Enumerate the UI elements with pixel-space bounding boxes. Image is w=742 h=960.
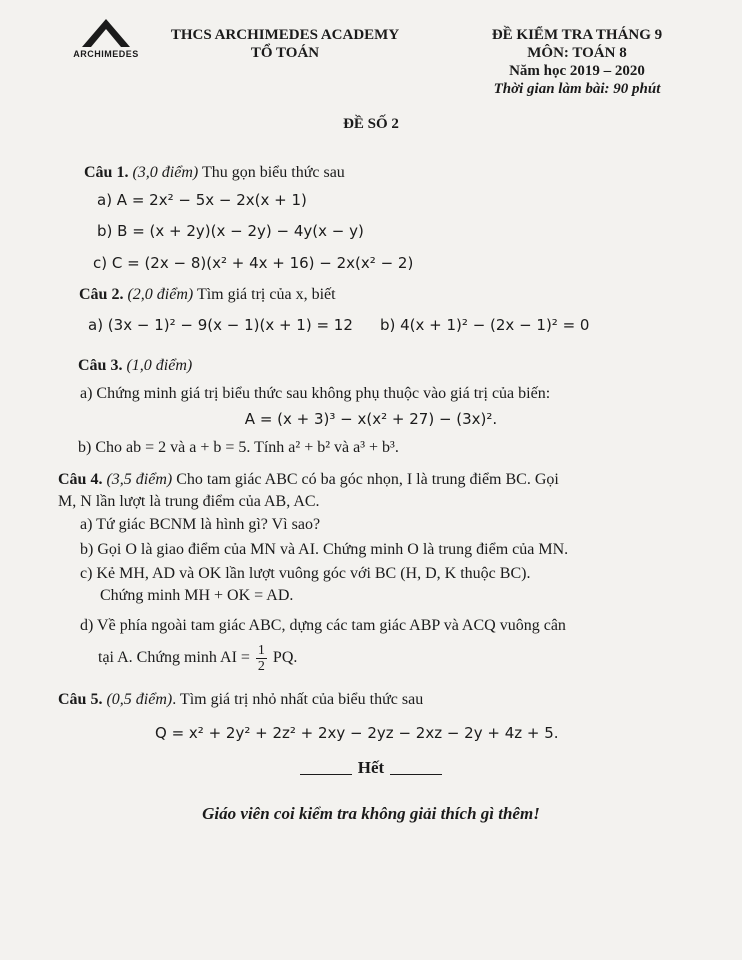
q4-d-1: d) Về phía ngoài tam giác ABC, dựng các tam giác ABP và ACQ vuông cân bbox=[80, 617, 566, 634]
q3-label: Câu 3. bbox=[78, 357, 123, 374]
fraction-denominator: 2 bbox=[257, 658, 265, 674]
q5-heading bbox=[58, 690, 423, 710]
fraction-numerator: 1 bbox=[257, 642, 265, 658]
q4-prompt-2: M, N lần lượt là trung điểm của AB, AC. bbox=[58, 493, 320, 510]
end-marker bbox=[0, 758, 742, 778]
school-year: Năm học 2019 – 2020 bbox=[509, 63, 645, 79]
duration: Thời gian làm bài: 90 phút bbox=[493, 81, 661, 97]
q2-points: (2,0 điểm) bbox=[127, 286, 194, 303]
q3-heading bbox=[78, 356, 192, 376]
q4-label: Câu 4. bbox=[58, 471, 103, 488]
q5-prompt: . Tìm giá trị nhỏ nhất của biểu thức sau bbox=[172, 691, 424, 708]
q4-heading bbox=[58, 470, 559, 490]
q3-b: b) Cho ab = 2 và a + b = 5. Tính a² + b² và a³ + b³. bbox=[78, 439, 399, 456]
q2-heading bbox=[79, 285, 336, 305]
end-blank-right bbox=[390, 774, 442, 775]
q4-prompt-1: Cho tam giác ABC có ba góc nhọn, I là trung điểm BC. Gọi bbox=[176, 471, 559, 488]
q4-d-2 bbox=[98, 640, 297, 676]
end-blank-left bbox=[300, 774, 352, 775]
school-name: THCS ARCHIMEDES ACADEMY bbox=[170, 27, 400, 43]
q4-c-2: Chứng minh MH + OK = AD. bbox=[100, 587, 294, 604]
department: TỔ TOÁN bbox=[250, 45, 320, 61]
q2-label: Câu 2. bbox=[79, 286, 124, 303]
q3-a: a) Chứng minh giá trị biểu thức sau không phụ thuộc vào giá trị của biến: bbox=[80, 385, 551, 402]
q1-b: b) B = (x + 2y)(x − 2y) − 4y(x − y) bbox=[97, 222, 364, 240]
fraction-one-half bbox=[256, 643, 267, 674]
archimedes-logo-icon bbox=[81, 18, 131, 48]
school-block bbox=[150, 26, 420, 62]
q2-a: a) (3x − 1)² − 9(x − 1)(x + 1) = 12 bbox=[88, 316, 353, 334]
q1-prompt: Thu gọn biểu thức sau bbox=[201, 164, 345, 181]
q1-points: (3,0 điểm) bbox=[132, 164, 199, 181]
q1-c: c) C = (2x − 8)(x² + 4x + 16) − 2x(x² − 2) bbox=[93, 254, 414, 272]
logo-text: ARCHIMEDES bbox=[73, 49, 139, 59]
q1-heading bbox=[84, 163, 345, 183]
q4-d-2-suffix: PQ. bbox=[272, 649, 298, 666]
q5-label: Câu 5. bbox=[58, 691, 103, 708]
q3-points: (1,0 điểm) bbox=[126, 357, 193, 374]
q5-points: (0,5 điểm) bbox=[106, 691, 173, 708]
q4-b: b) Gọi O là giao điểm của MN và AI. Chứng minh O là trung điểm của MN. bbox=[80, 541, 569, 558]
q4-c-1: c) Kẻ MH, AD và OK lần lượt vuông góc với BC (H, D, K thuộc BC). bbox=[80, 565, 531, 582]
q4-a: a) Tứ giác BCNM là hình gì? Vì sao? bbox=[80, 516, 321, 533]
end-text: Hết bbox=[357, 758, 385, 777]
q4-points: (3,5 điểm) bbox=[106, 471, 173, 488]
exam-title: ĐỀ KIỂM TRA THÁNG 9 bbox=[491, 27, 663, 43]
q5-expression: Q = x² + 2y² + 2z² + 2xy − 2yz − 2xz − 2y + 4z + 5. bbox=[155, 724, 559, 742]
footer-note: Giáo viên coi kiểm tra không giải thích gì thêm! bbox=[202, 804, 540, 823]
q2-prompt: Tìm giá trị của x, biết bbox=[196, 286, 336, 303]
exam-info-block bbox=[472, 26, 682, 98]
q2-b: b) 4(x + 1)² − (2x − 1)² = 0 bbox=[380, 316, 590, 334]
subject: MÔN: TOÁN 8 bbox=[527, 45, 627, 61]
q3-a-expression: A = (x + 3)³ − x(x² + 27) − (3x)². bbox=[244, 410, 498, 428]
paper-title: ĐỀ SỐ 2 bbox=[343, 116, 399, 132]
school-logo bbox=[66, 18, 146, 59]
q1-a: a) A = 2x² − 5x − 2x(x + 1) bbox=[97, 191, 307, 209]
q1-label: Câu 1. bbox=[84, 164, 129, 181]
q4-d-2-prefix: tại A. Chứng minh AI = bbox=[98, 649, 250, 666]
